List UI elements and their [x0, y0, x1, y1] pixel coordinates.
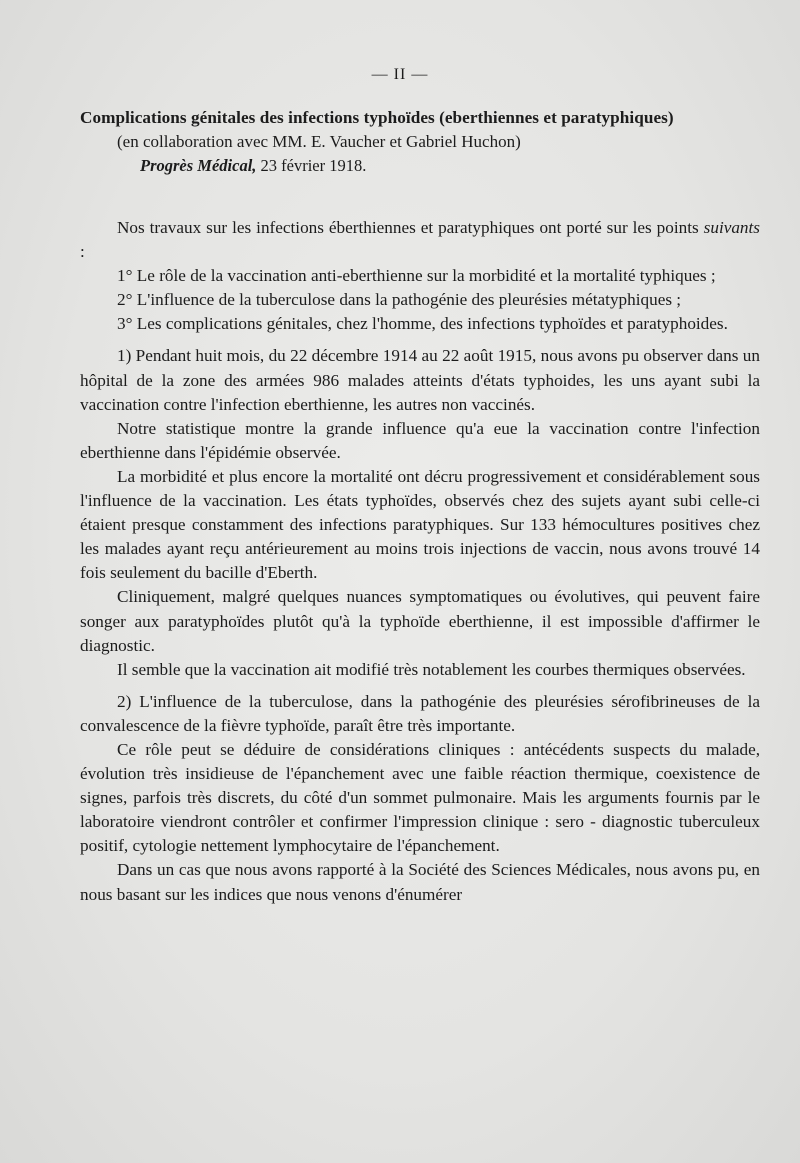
journal-name: Progrès Médical, [140, 156, 257, 175]
collaboration-line: (en collaboration avec MM. E. Vaucher et Gabriel Huchon) [117, 132, 521, 151]
section-1-paragraph: 1) Pendant huit mois, du 22 décembre 1914 au 22 août 1915, nous avons pu observer dans un hôpital de la zone des armées 986 malades atteints d'états typhoides, les uns ayant subi la vaccination contre l'infection eberthienne, les autres non vaccinés. [80, 346, 760, 414]
point-1: 1° Le rôle de la vaccination anti-eberthienne sur la morbidité et la mortalité typhiques ; [117, 266, 716, 286]
point-2: 2° L'influence de la tuberculose dans la pathogénie des pleurésies métatyphiques ; [117, 290, 682, 310]
section-2-paragraph: 2) L'influence de la tuberculose, dans la pathogénie des pleurésies sérofibrineuses de la convalescence de la fièvre typhoïde, paraît être très importante. [80, 691, 760, 735]
intro-paragraph [80, 216, 760, 264]
article-header [80, 106, 760, 178]
page-number: — II — [371, 66, 429, 83]
point-3: 3° Les complications génitales, chez l'homme, des infections typhoïdes et paratyphoides. [117, 314, 728, 334]
thermal-curves-paragraph: Il semble que la vaccination ait modifié très notablement les courbes thermiques observées. [117, 659, 746, 679]
intro-text: Nos travaux sur les infections éberthiennes et paratyphiques ont porté sur les points [117, 218, 704, 237]
publication-date: 23 février 1918. [256, 156, 367, 175]
case-report-paragraph: Dans un cas que nous avons rapporté à la Société des Sciences Médicales, nous avons pu, en nous basant sur les indices que nous venons d'énumérer [80, 860, 760, 904]
intro-text-end: : [80, 242, 85, 262]
article-title: Complications génitales des infections typhoïdes (eberthiennes et paratyphiques) [80, 108, 674, 127]
morbidity-paragraph: La morbidité et plus encore la mortalité ont décru progressivement et considérablement sous l'influence de la vaccination. Les états typhoïdes, observés chez des sujets ayant subi celle-ci étaient presque constamment des infections paratyphiques. Sur 133 hémocultures positives chez les malades ayant reçu antérieurement au moins trois injections de vaccin, nous avons trouvé 14 fois seulement du bacille d'Eberth. [80, 466, 760, 583]
clinical-considerations-paragraph: Ce rôle peut se déduire de considérations cliniques : antécédents suspects du malade, évolution très insidieuse de l'épanchement avec une faible réaction thermique, coexistence de signes, parfois très discrets, du côté d'un sommet pulmonaire. Mais les arguments fournis par le laboratoire viendront contrôler et confirmer l'impression clinique : sero - diagnostic tuberculeux positif, cytologie nettement lymphocytaire de l'épanchement. [80, 739, 760, 856]
citation-line [140, 154, 760, 178]
clinical-paragraph: Cliniquement, malgré quelques nuances symptomatiques ou évolutives, qui peuvent faire songer aux paratyphoïdes plutôt qu'à la typhoïde eberthienne, il est impossible d'affirmer le diagnostic. [80, 587, 760, 655]
statistics-paragraph: Notre statistique montre la grande influence qu'a eue la vaccination contre l'infection eberthienne dans l'épidémie observée. [80, 418, 760, 462]
intro-italic-word: suivants [703, 218, 760, 237]
body-text [80, 216, 760, 907]
